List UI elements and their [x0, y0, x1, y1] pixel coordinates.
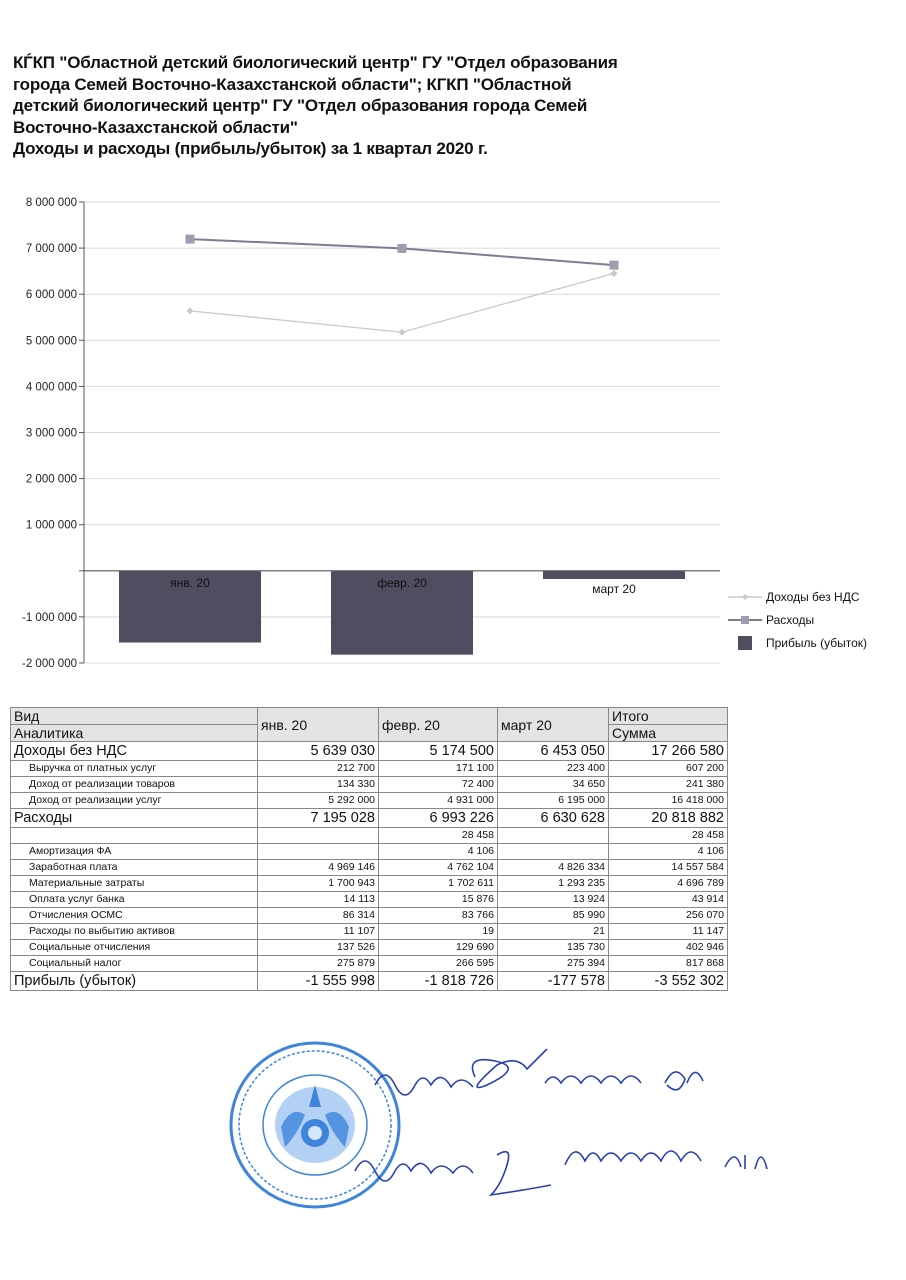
- table-row: [11, 892, 728, 908]
- income-point: [187, 307, 194, 314]
- report-title: [13, 52, 703, 160]
- cell-value: 275 394: [498, 956, 609, 972]
- column-header: янв. 20: [258, 708, 379, 742]
- table-row: [11, 793, 728, 809]
- x-category-label: март 20: [592, 581, 636, 596]
- cell-value: -1 818 726: [379, 972, 498, 991]
- cell-value: 28 458: [609, 828, 728, 844]
- legend-item-expense: [728, 608, 888, 631]
- expense-point: [398, 244, 407, 253]
- cell-value: 5 174 500: [379, 742, 498, 761]
- y-tick-label: 5 000 000: [25, 335, 77, 348]
- cell-value: 16 418 000: [609, 793, 728, 809]
- cell-value: 11 107: [258, 924, 379, 940]
- cell-value: 15 876: [379, 892, 498, 908]
- table-row: [11, 924, 728, 940]
- title-line: детский биологический центр" ГУ "Отдел образования города Семей: [13, 96, 588, 115]
- expense-point: [610, 261, 619, 270]
- row-label: Доход от реализации товаров: [11, 777, 258, 793]
- cell-value: 402 946: [609, 940, 728, 956]
- profit-bar: [543, 571, 685, 579]
- cell-value: 129 690: [379, 940, 498, 956]
- income-line: [190, 273, 614, 332]
- cell-value: 134 330: [258, 777, 379, 793]
- row-label: Выручка от платных услуг: [11, 761, 258, 777]
- cell-value: 135 730: [498, 940, 609, 956]
- row-label: Материальные затраты: [11, 876, 258, 892]
- y-tick-label: -2 000 000: [22, 658, 77, 670]
- cell-value: 72 400: [379, 777, 498, 793]
- cell-value: 212 700: [258, 761, 379, 777]
- legend-label: Доходы без НДС: [766, 589, 860, 604]
- legend-label: Прибыль (убыток): [766, 635, 867, 650]
- table-row: [11, 876, 728, 892]
- cell-value: 85 990: [498, 908, 609, 924]
- cell-value: 241 380: [609, 777, 728, 793]
- row-label: Доходы без НДС: [11, 742, 258, 761]
- cell-value: 6 630 628: [498, 809, 609, 828]
- row-label: Расходы: [11, 809, 258, 828]
- y-tick-label: 2 000 000: [25, 473, 77, 486]
- cell-value: 607 200: [609, 761, 728, 777]
- cell-value: 34 650: [498, 777, 609, 793]
- cell-value: 4 931 000: [379, 793, 498, 809]
- cell-value: 1 702 611: [379, 876, 498, 892]
- income-expense-chart: [0, 185, 906, 685]
- legend-line-marker-icon: [728, 613, 762, 627]
- table-row: [11, 777, 728, 793]
- cell-value: 5 292 000: [258, 793, 379, 809]
- cell-value: 137 526: [258, 940, 379, 956]
- table-row: [11, 761, 728, 777]
- title-line: Восточно-Казахстанской области": [13, 117, 298, 137]
- legend-label: Расходы: [766, 612, 815, 627]
- table-row: [11, 809, 728, 828]
- cell-value: [258, 844, 379, 860]
- cell-value: 21: [498, 924, 609, 940]
- income-point: [399, 329, 406, 336]
- table-row: [11, 844, 728, 860]
- cell-value: 1 293 235: [498, 876, 609, 892]
- table-row: [11, 956, 728, 972]
- cell-value: 6 993 226: [379, 809, 498, 828]
- legend-bar-swatch-icon: [728, 636, 762, 650]
- legend-item-income: [728, 585, 888, 608]
- cell-value: 83 766: [379, 908, 498, 924]
- row-label: Социальные отчисления: [11, 940, 258, 956]
- income-point: [611, 270, 618, 277]
- y-tick-label: 8 000 000: [25, 197, 77, 209]
- row-label: Социальный налог: [11, 956, 258, 972]
- row-label: [11, 828, 258, 844]
- row-label: Доход от реализации услуг: [11, 793, 258, 809]
- legend-item-profit: [728, 631, 888, 654]
- table-row: [11, 860, 728, 876]
- table-row: [11, 972, 728, 991]
- expense-point: [186, 235, 195, 244]
- cell-value: 14 113: [258, 892, 379, 908]
- cell-value: -3 552 302: [609, 972, 728, 991]
- row-label: Прибыль (убыток): [11, 972, 258, 991]
- cell-value: 7 195 028: [258, 809, 379, 828]
- y-tick-label: 6 000 000: [25, 289, 77, 302]
- cell-value: 1 700 943: [258, 876, 379, 892]
- cell-value: [498, 828, 609, 844]
- cell-value: 275 879: [258, 956, 379, 972]
- table-header-row: [11, 708, 728, 725]
- cell-value: 4 762 104: [379, 860, 498, 876]
- row-label: Амортизация ФА: [11, 844, 258, 860]
- cell-value: 86 314: [258, 908, 379, 924]
- cell-value: [258, 828, 379, 844]
- cell-value: 4 696 789: [609, 876, 728, 892]
- table-row: [11, 908, 728, 924]
- cell-value: 14 557 584: [609, 860, 728, 876]
- cell-value: 20 818 882: [609, 809, 728, 828]
- cell-value: 817 868: [609, 956, 728, 972]
- column-header: Сумма: [609, 725, 728, 742]
- column-header: март 20: [498, 708, 609, 742]
- x-category-label: янв. 20: [170, 575, 210, 590]
- cell-value: 6 195 000: [498, 793, 609, 809]
- stamp-and-signatures: [225, 1035, 825, 1235]
- column-header: февр. 20: [379, 708, 498, 742]
- cell-value: 223 400: [498, 761, 609, 777]
- official-stamp-icon: [231, 1043, 399, 1207]
- cell-value: 17 266 580: [609, 742, 728, 761]
- table-row: [11, 742, 728, 761]
- chart-legend: [728, 585, 888, 654]
- y-tick-label: 7 000 000: [25, 243, 77, 256]
- y-tick-label: 1 000 000: [25, 519, 77, 532]
- cell-value: 43 914: [609, 892, 728, 908]
- cell-value: [498, 844, 609, 860]
- cell-value: -177 578: [498, 972, 609, 991]
- income-expense-table: [10, 707, 728, 991]
- title-line: КЃКП "Областной детский биологический центр" ГУ "Отдел образования: [13, 53, 618, 72]
- row-label: Оплата услуг банка: [11, 892, 258, 908]
- y-tick-label: 4 000 000: [25, 381, 77, 394]
- cell-value: 171 100: [379, 761, 498, 777]
- cell-value: 13 924: [498, 892, 609, 908]
- cell-value: 266 595: [379, 956, 498, 972]
- y-tick-label: 3 000 000: [25, 427, 77, 440]
- legend-line-marker-icon: [728, 590, 762, 604]
- row-label: Расходы по выбытию активов: [11, 924, 258, 940]
- cell-value: 4 969 146: [258, 860, 379, 876]
- cell-value: 19: [379, 924, 498, 940]
- table-row: [11, 940, 728, 956]
- cell-value: 256 070: [609, 908, 728, 924]
- title-line: Доходы и расходы (прибыль/убыток) за 1 квартал 2020 г.: [13, 139, 488, 158]
- cell-value: 28 458: [379, 828, 498, 844]
- cell-value: 5 639 030: [258, 742, 379, 761]
- cell-value: 4 106: [609, 844, 728, 860]
- column-header: Итого: [609, 708, 728, 725]
- title-line: города Семей Восточно-Казахстанской области"; КГКП "Областной: [13, 74, 572, 94]
- row-label: Заработная плата: [11, 860, 258, 876]
- column-header: Вид: [11, 708, 258, 725]
- cell-value: 11 147: [609, 924, 728, 940]
- cell-value: 4 106: [379, 844, 498, 860]
- column-header: Аналитика: [11, 725, 258, 742]
- y-tick-label: -1 000 000: [22, 611, 77, 624]
- x-category-label: февр. 20: [377, 575, 427, 590]
- handwritten-signatures: [355, 1049, 767, 1195]
- signature-block: [225, 1035, 825, 1235]
- row-label: Отчисления ОСМС: [11, 908, 258, 924]
- cell-value: 4 826 334: [498, 860, 609, 876]
- cell-value: -1 555 998: [258, 972, 379, 991]
- cell-value: 6 453 050: [498, 742, 609, 761]
- table-row: [11, 828, 728, 844]
